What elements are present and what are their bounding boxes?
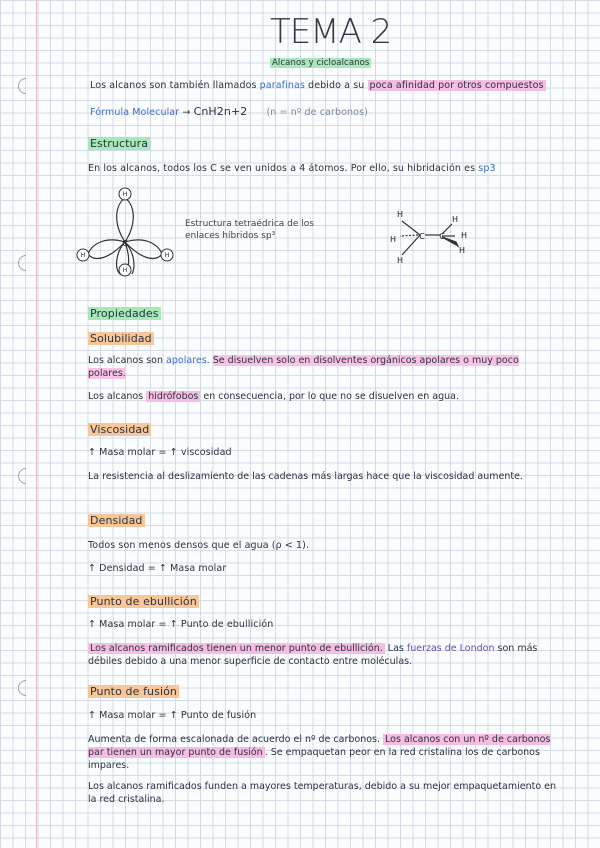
atom-h-label: H — [122, 267, 128, 274]
ebullicion-rule: ↑ Masa molar = ↑ Punto de ebullición — [88, 619, 274, 630]
atom-c-label: C — [122, 239, 128, 248]
atom-h-label: H — [389, 235, 397, 244]
fusion-p2: Los alcanos ramificados funden a mayores temperaturas, debido a su mejor empaquetamiento en la red cristalina. — [88, 781, 557, 805]
margin-line — [36, 0, 37, 848]
heading-viscosidad: Viscosidad — [90, 423, 150, 436]
sp3-orbital-diagram — [70, 182, 180, 292]
fusion-rule: ↑ Masa molar = ↑ Punto de fusión — [88, 710, 257, 721]
heading-densidad: Densidad — [90, 514, 143, 527]
subtitle: Alcanos y cicloalcanos — [272, 58, 370, 68]
solubilidad-p2: Los alcanos hidrófobos en consecuencia, por lo que no se disuelven en agua. — [88, 391, 460, 402]
viscosidad-rule: ↑ Masa molar = ↑ viscosidad — [88, 447, 232, 458]
methane-3d-diagram — [380, 200, 480, 270]
section-heading-estructura: Estructura — [90, 137, 149, 150]
formula-line: Fórmula Molecular → CnH2n+2 (n = nº de carbonos) — [90, 105, 368, 118]
binder-ring-icon — [15, 252, 38, 275]
atom-h-label: H — [396, 210, 404, 219]
atom-h-label: H — [80, 252, 86, 259]
heading-fusion: Punto de fusión — [90, 685, 178, 698]
atom-c-label: C — [419, 232, 425, 241]
densidad-text: Todos son menos densos que el agua (ρ < 1). — [88, 540, 310, 551]
atom-h-label: H — [460, 231, 468, 240]
binder-ring-icon — [15, 677, 38, 700]
fusion-p1: Aumenta de forma escalonada de acuerdo el nº de carbonos. Los alcanos con un nº de carbonos par tienen un mayor punto de fusión . Se empaquetan peor en la red cristalina los de carbonos impares. — [88, 734, 551, 771]
section-heading-propiedades: Propiedades — [90, 307, 159, 320]
solubilidad-p1: Los alcanos son apolares. Se disuelven solo en disolventes orgánicos apolares o muy poco polares. — [88, 355, 519, 379]
page-title: TEMA 2 — [270, 12, 392, 52]
diagram-caption-line2: enlaces híbridos sp³ — [185, 231, 276, 241]
atom-c-label: C — [439, 232, 445, 241]
viscosidad-text: La resistencia al deslizamiento de las cadenas más largas hace que la viscosidad aumente. — [88, 471, 523, 482]
atom-h-label: H — [458, 246, 466, 255]
heading-ebullicion: Punto de ebullición — [90, 595, 197, 608]
diagram-caption-line1: Estructura tetraédrica de los — [185, 219, 314, 229]
atom-h-label: H — [451, 215, 459, 224]
binder-ring-icon — [15, 75, 38, 98]
densidad-rule: ↑ Densidad = ↑ Masa molar — [88, 563, 227, 574]
estructura-text: En los alcanos, todos los C se ven unidos a 4 átomos. Por ello, su hibridación es sp3 — [88, 163, 496, 174]
heading-solubilidad: Solubilidad — [90, 332, 152, 345]
ebullicion-text: Los alcanos ramificados tienen un menor punto de ebullición. Las fuerzas de London son más débiles debido a una menor superficie de contacto entre moléculas. — [88, 643, 538, 667]
atom-h-label: H — [396, 256, 404, 265]
binder-ring-icon — [15, 465, 38, 488]
atom-h-label: H — [164, 252, 170, 259]
intro-line: Los alcanos son también llamados parafinas debido a su poca afinidad por otros compuestos — [90, 80, 544, 91]
atom-h-label: H — [122, 191, 128, 198]
